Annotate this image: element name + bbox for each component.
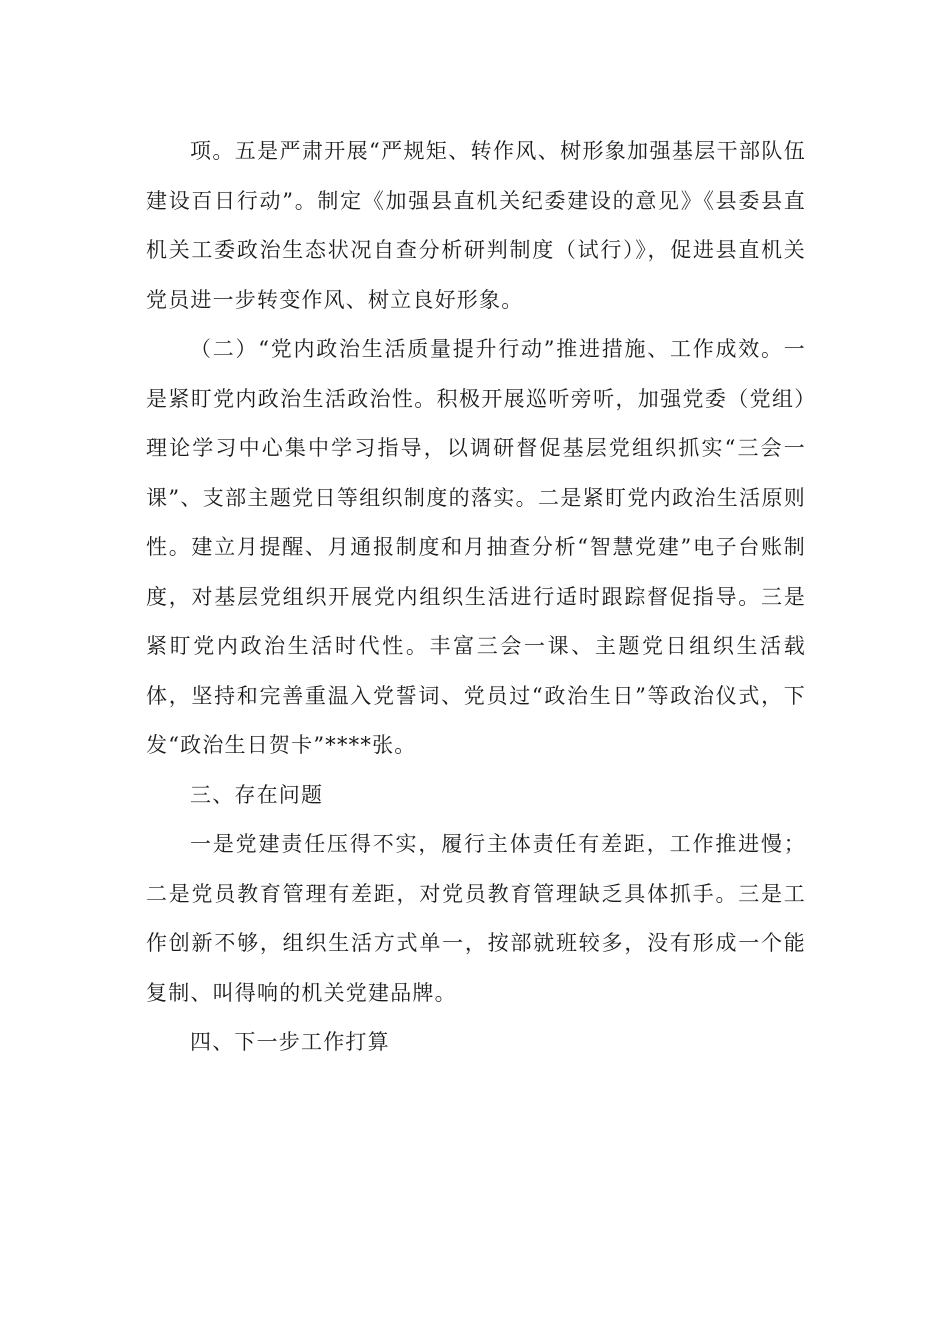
paragraph-work-measures-continued: 项。五是严肃开展“严规矩、转作风、树形象加强基层干部队伍建设百日行动”。制定《加强县直机关纪委建设的意见》《县委县直机关工委政治生态状况自查分析研判制度（试行）》，促进县直机关党员进一步转变作风、树立良好形象。 — [146, 139, 806, 312]
paragraph-political-life-quality: （二）“党内政治生活质量提升行动”推进措施、工作成效。一是紧盯党内政治生活政治性。积极开展巡听旁听，加强党委（党组）理论学习中心集中学习指导，以调研督促基层党组织抓实“三会一课”、支部主题党日等组织制度的落实。二是紧盯党内政治生活原则性。建立月提醒、月通报制度和月抽查分析“智慧党建”电子台账制度，对基层党组织开展党内组织生活进行适时跟踪督促指导。三是紧盯党内政治生活时代性。丰富三会一课、主题党日组织生活载体，坚持和完善重温入党誓词、党员过“政治生日”等政治仪式，下发“政治生日贺卡”****张。 — [146, 337, 806, 757]
document-body — [146, 127, 806, 1068]
section-heading-existing-problems: 三、存在问题 — [190, 782, 324, 807]
section-heading-next-steps: 四、下一步工作打算 — [190, 1030, 390, 1054]
paragraph-existing-problems: 一是党建责任压得不实，履行主体责任有差距，工作推进慢；二是党员教育管理有差距，对党员教育管理缺乏具体抓手。三是工作创新不够，组织生活方式单一，按部就班较多，没有形成一个能复制、叫得响的机关党建品牌。 — [146, 832, 806, 1005]
